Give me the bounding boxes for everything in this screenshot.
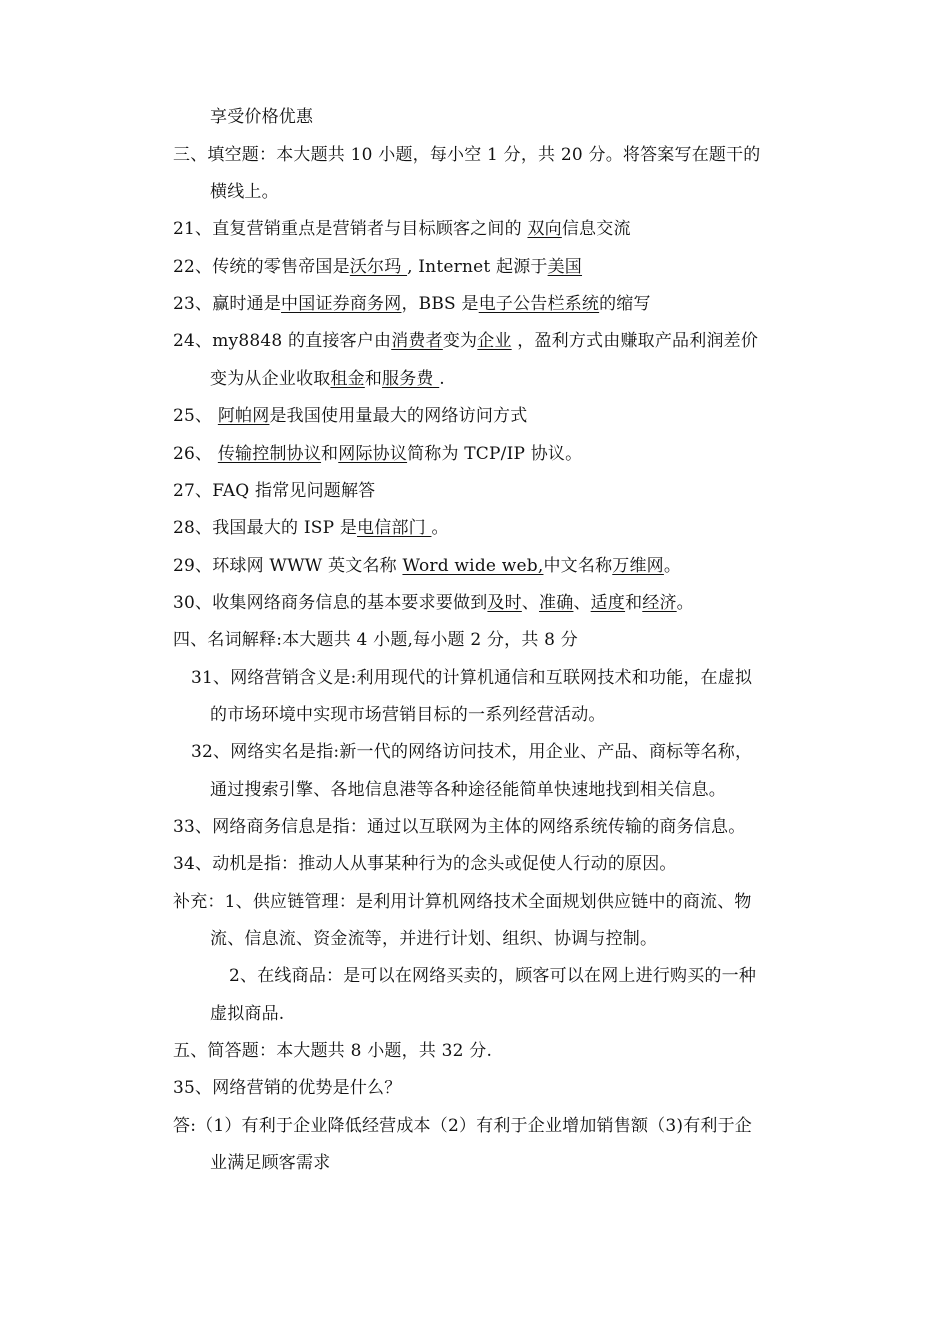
answer-blank: 及时: [487, 593, 522, 613]
answer-line: [173, 1115, 752, 1137]
text-segment: 21、直复营销重点是营销者与目标顾客之间的: [173, 219, 528, 239]
answer-blank: 美国: [547, 257, 583, 277]
text-line: [210, 368, 445, 390]
question-item: [173, 480, 375, 502]
text-segment: ，BBS 是: [401, 294, 479, 314]
text-segment: 四、名词解释:本大题共 4 小题,每小题 2 分，共 8 分: [173, 630, 579, 650]
answer-blank: 租金: [330, 369, 365, 389]
text-segment: 、: [521, 593, 540, 613]
question-item: [173, 443, 582, 465]
text-segment: 三、填空题：本大题共 10 小题，每小空 1 分，共 20 分。将答案写在题干的: [173, 145, 761, 165]
answer-blank: 阿帕网: [217, 406, 270, 426]
supplement-item: [173, 891, 752, 913]
answer-blank: 万维网: [612, 556, 664, 576]
text-segment: 25、: [173, 406, 218, 426]
question-item: [173, 1077, 401, 1099]
answer-blank: 电信部门: [357, 518, 432, 538]
text-segment: 30、收集网络商务信息的基本要求要做到: [173, 593, 488, 613]
question-item: [173, 405, 527, 427]
answer-blank: 服务费: [382, 369, 440, 389]
text-segment: 31、网络营销含义是:利用现代的计算机通信和互联网技术和功能，在虚拟: [191, 668, 753, 688]
text-segment: 27、FAQ 指常见问题解答: [173, 481, 376, 501]
text-segment: 答:（1）有利于企业降低经营成本（2）有利于企业增加销售额（3)有利于企: [173, 1116, 753, 1136]
supplement-item: [229, 965, 756, 987]
text-segment: .: [439, 369, 445, 389]
answer-blank: 中国证券商务网: [281, 294, 402, 314]
answer-blank: 准确: [539, 593, 574, 613]
text-segment: 22、传统的零售帝国是: [173, 257, 350, 277]
text-segment: 。: [676, 593, 694, 613]
question-item: [191, 667, 752, 689]
text-segment: 、: [573, 593, 591, 613]
text-segment: 横线上。: [210, 182, 279, 202]
text-segment: 。: [663, 556, 682, 576]
question-item: [173, 256, 582, 278]
question-item: [173, 592, 694, 614]
text-segment: 的市场环境中实现市场营销目标的一系列经营活动。: [210, 705, 606, 725]
text-line: [210, 928, 657, 950]
text-segment: 信息交流: [561, 219, 631, 239]
question-item: [173, 555, 681, 577]
answer-blank: 电子公告栏系统: [478, 294, 600, 314]
text-segment: 通过搜索引擎、各地信息港等各种途径能简单快速地找到相关信息。: [210, 780, 726, 800]
text-segment: 五、简答题：本大题共 8 小题，共 32 分.: [173, 1041, 493, 1061]
text-line: [210, 704, 606, 726]
question-item: [173, 853, 677, 875]
text-segment: 24、my8848 的直接客户由: [173, 331, 392, 351]
text-segment: , Internet 起源于: [407, 257, 548, 277]
text-segment: 享受价格优惠: [210, 107, 314, 127]
text-segment: 流、信息流、资金流等，并进行计划、组织、协调与控制。: [210, 929, 658, 949]
text-segment: 26、: [173, 444, 218, 464]
text-segment: 和: [321, 444, 339, 464]
text-segment: 业满足顾客需求: [210, 1153, 331, 1173]
text-line: [210, 1003, 284, 1025]
text-line: [210, 779, 726, 801]
answer-blank: 企业: [477, 331, 512, 351]
text-line: [210, 106, 313, 128]
section-heading: [173, 144, 761, 166]
question-item: [173, 517, 449, 539]
answer-blank: 网际协议: [338, 444, 408, 464]
text-segment: 补充：1、供应链管理：是利用计算机网络技术全面规划供应链中的商流、物: [173, 892, 752, 912]
question-item: [173, 293, 651, 315]
text-segment: 变为: [442, 331, 478, 351]
text-segment: 。: [431, 518, 449, 538]
question-item: [173, 816, 745, 838]
answer-blank: 适度: [590, 593, 626, 613]
text-segment: ，盈利方式由赚取产品利润差价: [511, 331, 759, 351]
section-heading: [173, 629, 578, 651]
text-segment: 和: [364, 369, 383, 389]
text-segment: 变为从企业收取: [210, 369, 331, 389]
text-segment: 2、在线商品：是可以在网络买卖的，顾客可以在网上进行购买的一种: [229, 966, 757, 986]
text-segment: 29、环球网 WWW 英文名称: [173, 556, 403, 576]
text-segment: 35、网络营销的优势是什么？: [173, 1078, 402, 1098]
answer-blank: 双向: [527, 219, 562, 239]
text-segment: 28、我国最大的 ISP 是: [173, 518, 358, 538]
text-segment: 的缩写: [599, 294, 651, 314]
text-segment: 33、网络商务信息是指：通过以互联网为主体的网络系统传输的商务信息。: [173, 817, 746, 837]
question-item: [173, 330, 758, 352]
answer-blank: Word wide web,: [402, 556, 544, 576]
text-line: [210, 181, 279, 203]
question-item: [173, 218, 631, 240]
section-heading: [173, 1040, 492, 1062]
question-item: [191, 741, 752, 763]
answer-blank: 消费者: [391, 331, 443, 351]
text-segment: 中文名称: [543, 556, 613, 576]
text-segment: 34、动机是指：推动人从事某种行为的念头或促使人行动的原因。: [173, 854, 677, 874]
text-segment: 和: [625, 593, 643, 613]
text-segment: 是我国使用量最大的网络访问方式: [269, 406, 528, 426]
text-segment: 32、网络实名是指:新一代的网络访问技术，用企业、产品、商标等名称，: [191, 742, 753, 762]
text-line: [210, 1152, 330, 1174]
text-segment: 虚拟商品.: [210, 1004, 285, 1024]
text-segment: 简称为 TCP/IP 协议。: [407, 444, 583, 464]
text-segment: 23、赢时通是: [173, 294, 282, 314]
answer-blank: 沃尔玛: [349, 257, 408, 277]
answer-blank: 传输控制协议: [217, 444, 322, 464]
answer-blank: 经济: [642, 593, 677, 613]
